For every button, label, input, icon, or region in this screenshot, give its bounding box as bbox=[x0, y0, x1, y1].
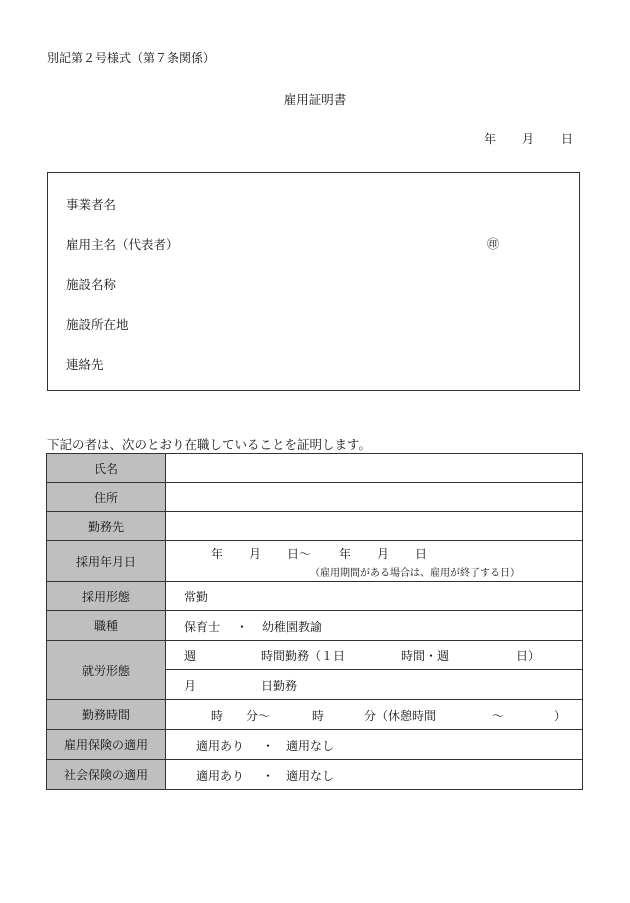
table-row bbox=[47, 454, 583, 483]
hire-from-day: 日～ bbox=[287, 547, 312, 561]
hire-date-label: 採用年月日 bbox=[47, 541, 166, 582]
work-pattern-monthly[interactable] bbox=[166, 670, 583, 700]
employment-type-label: 採用形態 bbox=[47, 582, 166, 611]
employment-insurance-yes[interactable]: 適用あり bbox=[196, 739, 245, 753]
employment-insurance-field bbox=[166, 730, 583, 760]
name-field[interactable] bbox=[166, 454, 583, 483]
date-day-label: 日 bbox=[561, 132, 574, 146]
social-insurance-yes[interactable]: 適用あり bbox=[196, 769, 245, 783]
hire-end-note: （雇用期間がある場合は、雇用が終了する日） bbox=[310, 568, 520, 579]
hire-to-month: 月 bbox=[377, 547, 390, 561]
week-label: 週 bbox=[184, 649, 197, 663]
table-row bbox=[47, 541, 583, 582]
form-reference: 別記第２号様式（第７条関係） bbox=[47, 51, 216, 65]
month-label: 月 bbox=[184, 679, 197, 693]
hire-from-month: 月 bbox=[249, 547, 262, 561]
social-insurance-label: 社会保険の適用 bbox=[47, 760, 166, 790]
table-row bbox=[47, 582, 583, 611]
weekly-days-label: 日） bbox=[516, 649, 541, 663]
social-insurance-separator: ・ bbox=[262, 769, 275, 783]
hire-from-year: 年 bbox=[211, 547, 224, 561]
table-row bbox=[47, 760, 583, 790]
business-name-label: 事業者名 bbox=[66, 197, 117, 212]
certification-statement: 下記の者は、次のとおり在職していることを証明します。 bbox=[47, 437, 372, 452]
table-row bbox=[47, 483, 583, 512]
table-row bbox=[47, 730, 583, 760]
work-pattern-weekly[interactable] bbox=[166, 641, 583, 670]
occupation-field bbox=[166, 611, 583, 641]
hire-date-field[interactable] bbox=[166, 541, 583, 582]
table-row bbox=[47, 641, 583, 670]
work-hours-field[interactable] bbox=[166, 700, 583, 730]
break-tilde: ～ bbox=[492, 709, 505, 723]
hire-to-year: 年 bbox=[339, 547, 352, 561]
break-time-label: 分（休憩時間 bbox=[364, 709, 437, 723]
table-row bbox=[47, 700, 583, 730]
facility-address-label: 施設所在地 bbox=[66, 317, 129, 332]
start-hour-label: 時 bbox=[211, 709, 224, 723]
work-hours-label: 勤務時間 bbox=[47, 700, 166, 730]
workplace-field[interactable] bbox=[166, 512, 583, 541]
date-month-label: 月 bbox=[522, 132, 535, 146]
employment-insurance-label: 雇用保険の適用 bbox=[47, 730, 166, 760]
weekly-hours-label: 時間勤務（１日 bbox=[261, 649, 346, 663]
employer-info-box bbox=[47, 172, 580, 391]
contact-label: 連絡先 bbox=[66, 357, 104, 372]
seal-mark: ㊞ bbox=[487, 237, 500, 251]
monthly-days-label: 日勤務 bbox=[261, 679, 298, 693]
hire-to-day: 日 bbox=[415, 547, 428, 561]
social-insurance-no[interactable]: 適用なし bbox=[286, 769, 335, 783]
table-row bbox=[47, 611, 583, 641]
employer-name-label: 雇用主名（代表者） bbox=[66, 237, 179, 252]
end-hour-label: 時 bbox=[312, 709, 325, 723]
certificate-table bbox=[46, 453, 583, 790]
start-minute-label: 分～ bbox=[246, 709, 271, 723]
table-row bbox=[47, 512, 583, 541]
address-label: 住所 bbox=[47, 483, 166, 512]
occupation-option-nursery-teacher[interactable]: 保育士 bbox=[184, 620, 221, 634]
social-insurance-field bbox=[166, 760, 583, 790]
occupation-separator: ・ bbox=[236, 620, 249, 634]
employment-insurance-no[interactable]: 適用なし bbox=[286, 739, 335, 753]
break-close: ） bbox=[554, 709, 567, 723]
workplace-label: 勤務先 bbox=[47, 512, 166, 541]
occupation-option-kindergarten-teacher[interactable]: 幼稚園教諭 bbox=[262, 620, 323, 634]
address-field[interactable] bbox=[166, 483, 583, 512]
hours-per-week-label: 時間・週 bbox=[401, 649, 450, 663]
name-label: 氏名 bbox=[47, 454, 166, 483]
employment-type-value: 常勤 bbox=[166, 582, 583, 611]
work-pattern-label: 就労形態 bbox=[47, 641, 166, 700]
date-year-label: 年 bbox=[484, 132, 497, 146]
occupation-label: 職種 bbox=[47, 611, 166, 641]
facility-name-label: 施設名称 bbox=[66, 277, 117, 292]
document-title: 雇用証明書 bbox=[283, 92, 347, 107]
employment-insurance-separator: ・ bbox=[262, 739, 275, 753]
